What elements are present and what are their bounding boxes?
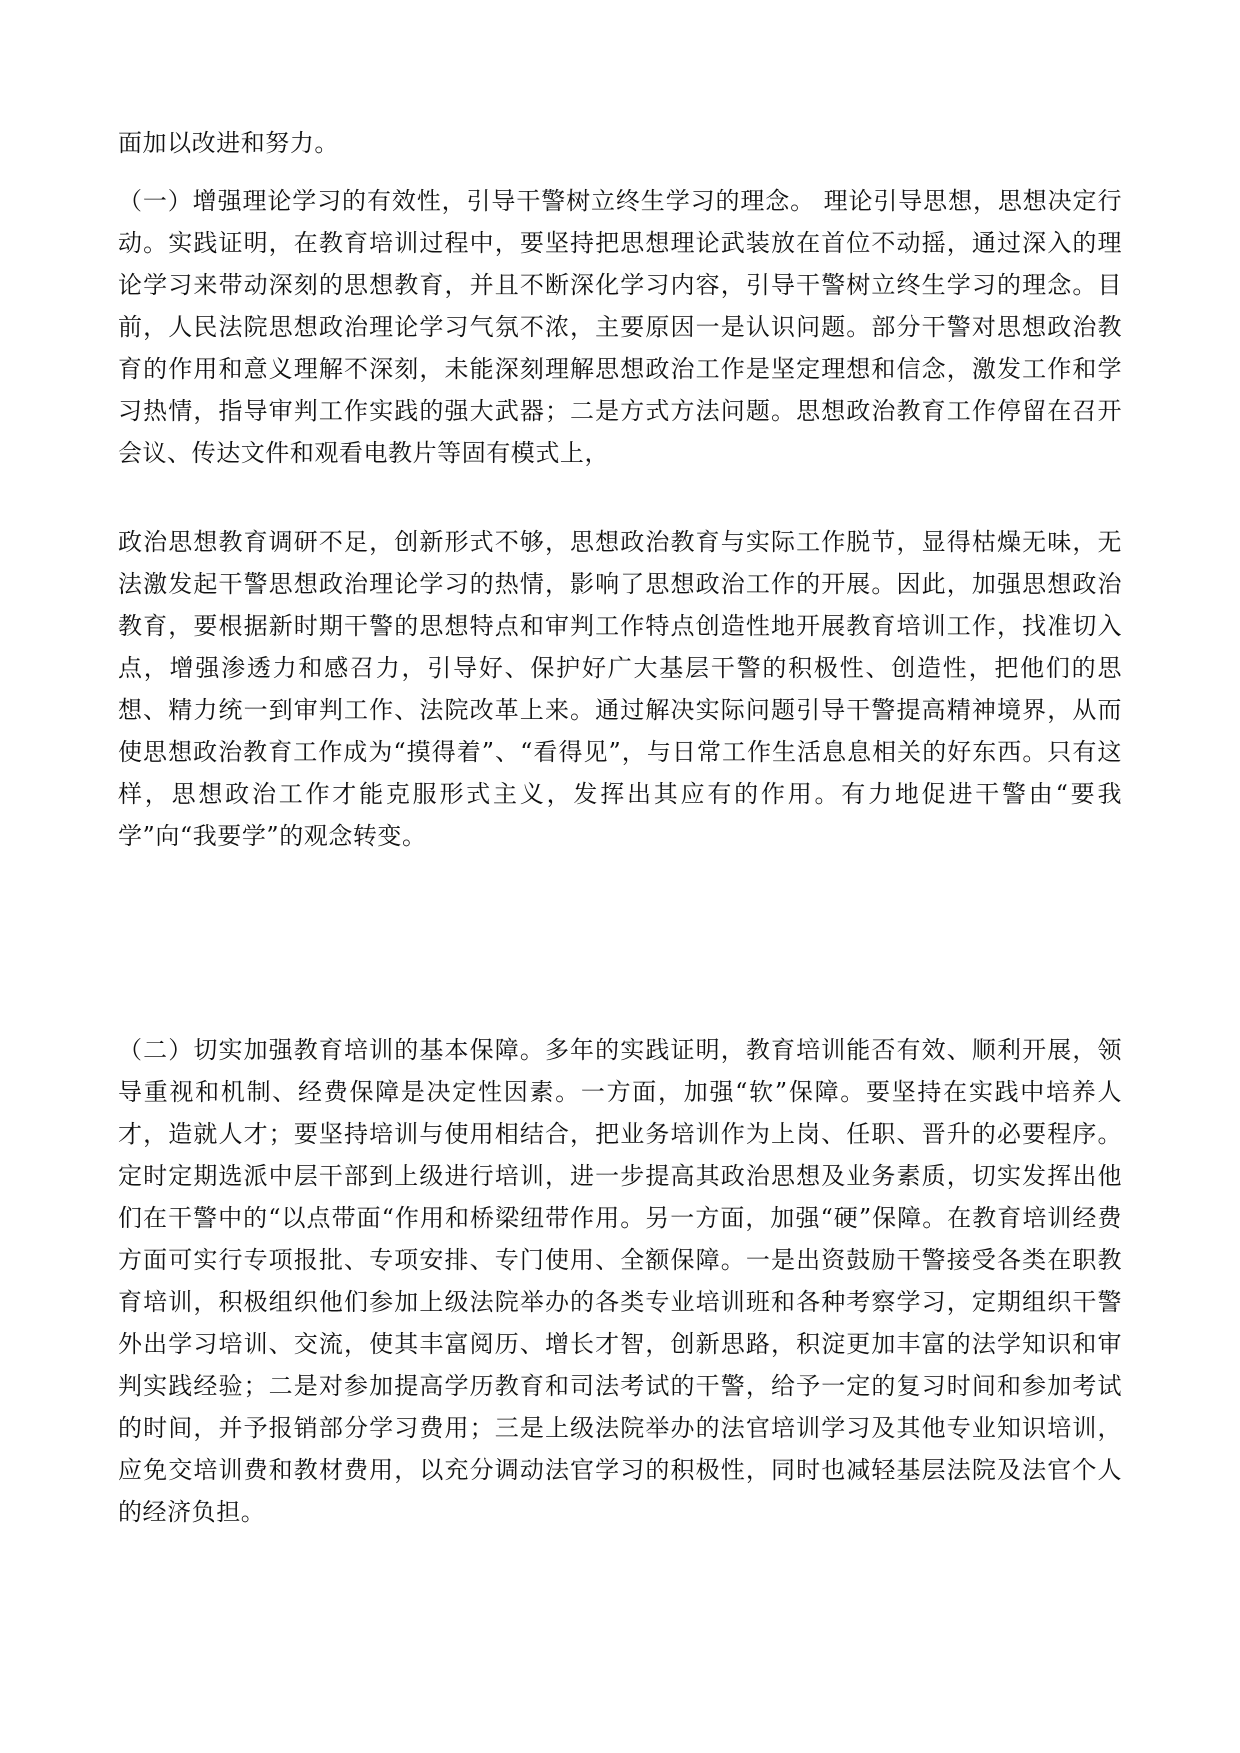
paragraph-continuation: 面加以改进和努力。 <box>118 129 339 157</box>
paragraph-section-one-continued: 政治思想教育调研不足，创新形式不够，思想政治教育与实际工作脱节，显得枯燥无味，无法激发起干警思想政治理论学习的热情，影响了思想政治工作的开展。因此，加强思想政治教育，要根据新时期干警的思想特点和审判工作特点创造性地开展教育培训工作，找准切入点，增强渗透力和感召力，引导好、保护好广大基层干警的积极性、创造性，把他们的思想、精力统一到审判工作、法院改革上来。通过解决实际问题引导干警提高精神境界，从而使思想政治教育工作成为“摸得着”、“看得见”，与日常工作生活息息相关的好东西。只有这样，思想政治工作才能克服形式主义，发挥出其应有的作用。有力地促进干警由“要我学”向“我要学”的观念转变。 <box>118 528 1122 850</box>
paragraph-section-one: （一）增强理论学习的有效性，引导干警树立终生学习的理念。 理论引导思想，思想决定行动。实践证明，在教育培训过程中，要坚持把思想理论武装放在首位不动摇，通过深入的理论学习来带动深刻的思想教育，并且不断深化学习内容，引导干警树立终生学习的理念。目前，人民法院思想政治理论学习气氛不浓，主要原因一是认识问题。部分干警对思想政治教育的作用和意义理解不深刻，未能深刻理解思想政治工作是坚定理想和信念，激发工作和学习热情，指导审判工作实践的强大武器；二是方式方法问题。思想政治教育工作停留在召开会议、传达文件和观看电教片等固有模式上， <box>118 187 1122 467</box>
paragraph-section-two: （二）切实加强教育培训的基本保障。多年的实践证明，教育培训能否有效、顺利开展，领导重视和机制、经费保障是决定性因素。一方面，加强“软”保障。要坚持在实践中培养人才，造就人才；要坚持培训与使用相结合，把业务培训作为上岗、任职、晋升的必要程序。定时定期选派中层干部到上级进行培训，进一步提高其政治思想及业务素质，切实发挥出他们在干警中的“以点带面“作用和桥梁纽带作用。另一方面，加强“硬”保障。在教育培训经费方面可实行专项报批、专项安排、专门使用、全额保障。一是出资鼓励干警接受各类在职教育培训，积极组织他们参加上级法院举办的各类专业培训班和各种考察学习，定期组织干警外出学习培训、交流，使其丰富阅历、增长才智，创新思路，积淀更加丰富的法学知识和审判实践经验；二是对参加提高学历教育和司法考试的干警，给予一定的复习时间和参加考试的时间，并予报销部分学习费用；三是上级法院举办的法官培训学习及其他专业知识培训，应免交培训费和教材费用，以充分调动法官学习的积极性，同时也减轻基层法院及法官个人的经济负担。 <box>118 1036 1122 1526</box>
